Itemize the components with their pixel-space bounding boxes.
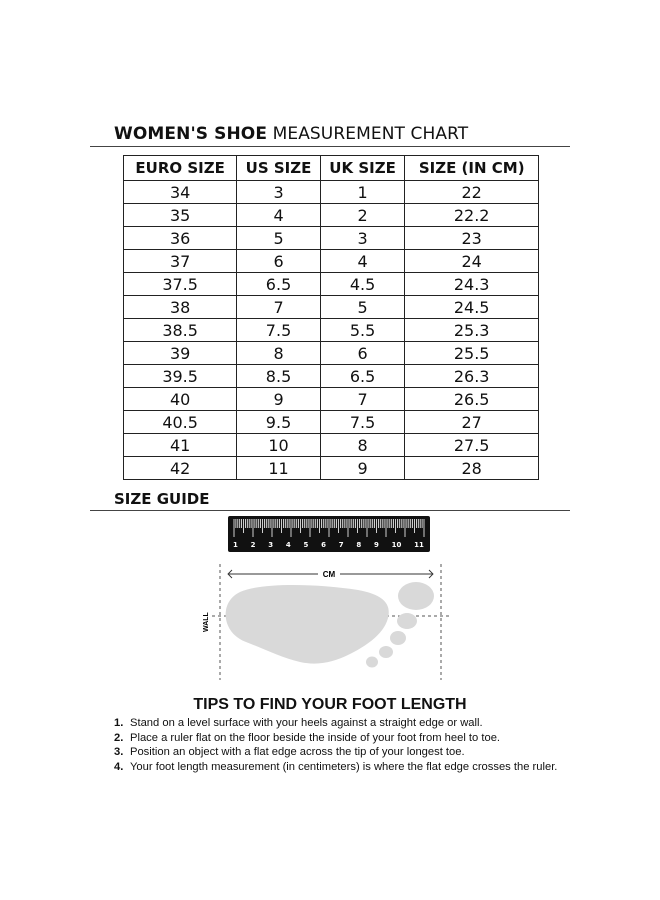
cell-cm: 28 (405, 457, 539, 480)
cell-uk: 6 (320, 342, 405, 365)
cell-cm: 26.3 (405, 365, 539, 388)
header-uk: UK SIZE (320, 156, 405, 181)
cell-us: 7.5 (237, 319, 321, 342)
size-guide-title: SIZE GUIDE (114, 490, 210, 508)
tip-item (114, 760, 557, 775)
cm-label: CM (322, 570, 336, 579)
table-row (124, 365, 539, 388)
divider-guide (90, 510, 570, 511)
tips-list (114, 716, 557, 774)
cell-us: 8.5 (237, 365, 321, 388)
size-chart-table (123, 155, 539, 480)
ruler-number: 5 (303, 541, 309, 549)
table-body (124, 181, 539, 480)
cell-euro: 39.5 (124, 365, 237, 388)
table-row (124, 434, 539, 457)
ruler-number: 7 (338, 541, 344, 549)
toe-5-icon (366, 657, 378, 668)
foot-diagram (0, 562, 660, 692)
cell-uk: 6.5 (320, 365, 405, 388)
tip-item (114, 716, 557, 731)
table-row (124, 411, 539, 434)
ruler-number: 3 (268, 541, 274, 549)
cell-us: 9 (237, 388, 321, 411)
cell-uk: 8 (320, 434, 405, 457)
ruler-numbers (228, 541, 430, 549)
table-row (124, 296, 539, 319)
cell-euro: 42 (124, 457, 237, 480)
toe-4-icon (379, 646, 393, 658)
tip-number: 1. (114, 717, 124, 729)
cell-cm: 25.3 (405, 319, 539, 342)
page-title-rest: MEASUREMENT CHART (267, 124, 469, 144)
header-cm: SIZE (IN CM) (405, 156, 539, 181)
ruler-image (228, 516, 430, 552)
header-euro: EURO SIZE (124, 156, 237, 181)
cell-us: 9.5 (237, 411, 321, 434)
cell-cm: 24.5 (405, 296, 539, 319)
cell-cm: 24 (405, 250, 539, 273)
cell-us: 3 (237, 181, 321, 204)
cell-uk: 3 (320, 227, 405, 250)
tips-title: TIPS TO FIND YOUR FOOT LENGTH (193, 696, 467, 713)
table-row (124, 319, 539, 342)
table-row (124, 181, 539, 204)
cell-us: 6.5 (237, 273, 321, 296)
ruler-number: 6 (321, 541, 326, 549)
cell-us: 11 (237, 457, 321, 480)
cell-uk: 9 (320, 457, 405, 480)
table-row (124, 204, 539, 227)
header-us: US SIZE (237, 156, 321, 181)
cell-cm: 22 (405, 181, 539, 204)
cell-euro: 40.5 (124, 411, 237, 434)
tip-item (114, 731, 557, 746)
cell-uk: 2 (320, 204, 405, 227)
tip-text: Your foot length measurement (in centimeters) is where the flat edge crosses the ruler. (130, 760, 558, 773)
cell-euro: 41 (124, 434, 237, 457)
wall-label: WALL (203, 612, 210, 632)
cell-cm: 27 (405, 411, 539, 434)
cell-cm: 22.2 (405, 204, 539, 227)
cell-cm: 26.5 (405, 388, 539, 411)
cell-uk: 7.5 (320, 411, 405, 434)
table-row (124, 342, 539, 365)
table-row (124, 227, 539, 250)
tip-text: Place a ruler flat on the floor beside the inside of your foot from heel to toe. (130, 731, 501, 744)
table-row (124, 388, 539, 411)
tip-text: Position an object with a flat edge across the tip of your longest toe. (130, 746, 465, 758)
cell-uk: 4 (320, 250, 405, 273)
cell-cm: 27.5 (405, 434, 539, 457)
cell-euro: 37 (124, 250, 237, 273)
cell-uk: 5.5 (320, 319, 405, 342)
cell-us: 6 (237, 250, 321, 273)
cell-euro: 40 (124, 388, 237, 411)
cell-uk: 1 (320, 181, 405, 204)
cell-cm: 25.5 (405, 342, 539, 365)
cell-us: 7 (237, 296, 321, 319)
cell-uk: 7 (320, 388, 405, 411)
ruler-number: 10 (391, 541, 402, 549)
cell-us: 4 (237, 204, 321, 227)
cell-euro: 34 (124, 181, 237, 204)
divider-top (90, 146, 570, 147)
tip-number: 2. (114, 731, 124, 744)
cell-cm: 23 (405, 227, 539, 250)
cell-euro: 38.5 (124, 319, 237, 342)
cell-euro: 36 (124, 227, 237, 250)
ruler-number: 4 (285, 541, 291, 549)
toe-3-icon (390, 631, 406, 645)
ruler-number: 9 (374, 541, 379, 549)
tip-item (114, 745, 557, 760)
big-toe-icon (398, 582, 434, 610)
table-row (124, 457, 539, 480)
ruler-number: 1 (233, 541, 238, 549)
table-row (124, 273, 539, 296)
cell-uk: 4.5 (320, 273, 405, 296)
cell-cm: 24.3 (405, 273, 539, 296)
cell-euro: 37.5 (124, 273, 237, 296)
ruler-number: 8 (356, 541, 362, 549)
ruler-number: 2 (250, 541, 256, 549)
cell-us: 5 (237, 227, 321, 250)
ruler-number: 11 (414, 541, 424, 549)
page-title-bold: WOMEN'S SHOE (114, 124, 268, 144)
tip-number: 4. (114, 760, 124, 773)
page-title (114, 124, 468, 144)
foot-sole-icon (226, 585, 389, 664)
cell-euro: 39 (124, 342, 237, 365)
cell-us: 8 (237, 342, 321, 365)
cell-uk: 5 (320, 296, 405, 319)
table-header-row (124, 156, 539, 181)
table-row (124, 250, 539, 273)
cell-euro: 38 (124, 296, 237, 319)
tip-text: Stand on a level surface with your heels against a straight edge or wall. (130, 717, 483, 729)
cell-us: 10 (237, 434, 321, 457)
cell-euro: 35 (124, 204, 237, 227)
tip-number: 3. (114, 746, 124, 758)
toe-2-icon (397, 613, 417, 629)
